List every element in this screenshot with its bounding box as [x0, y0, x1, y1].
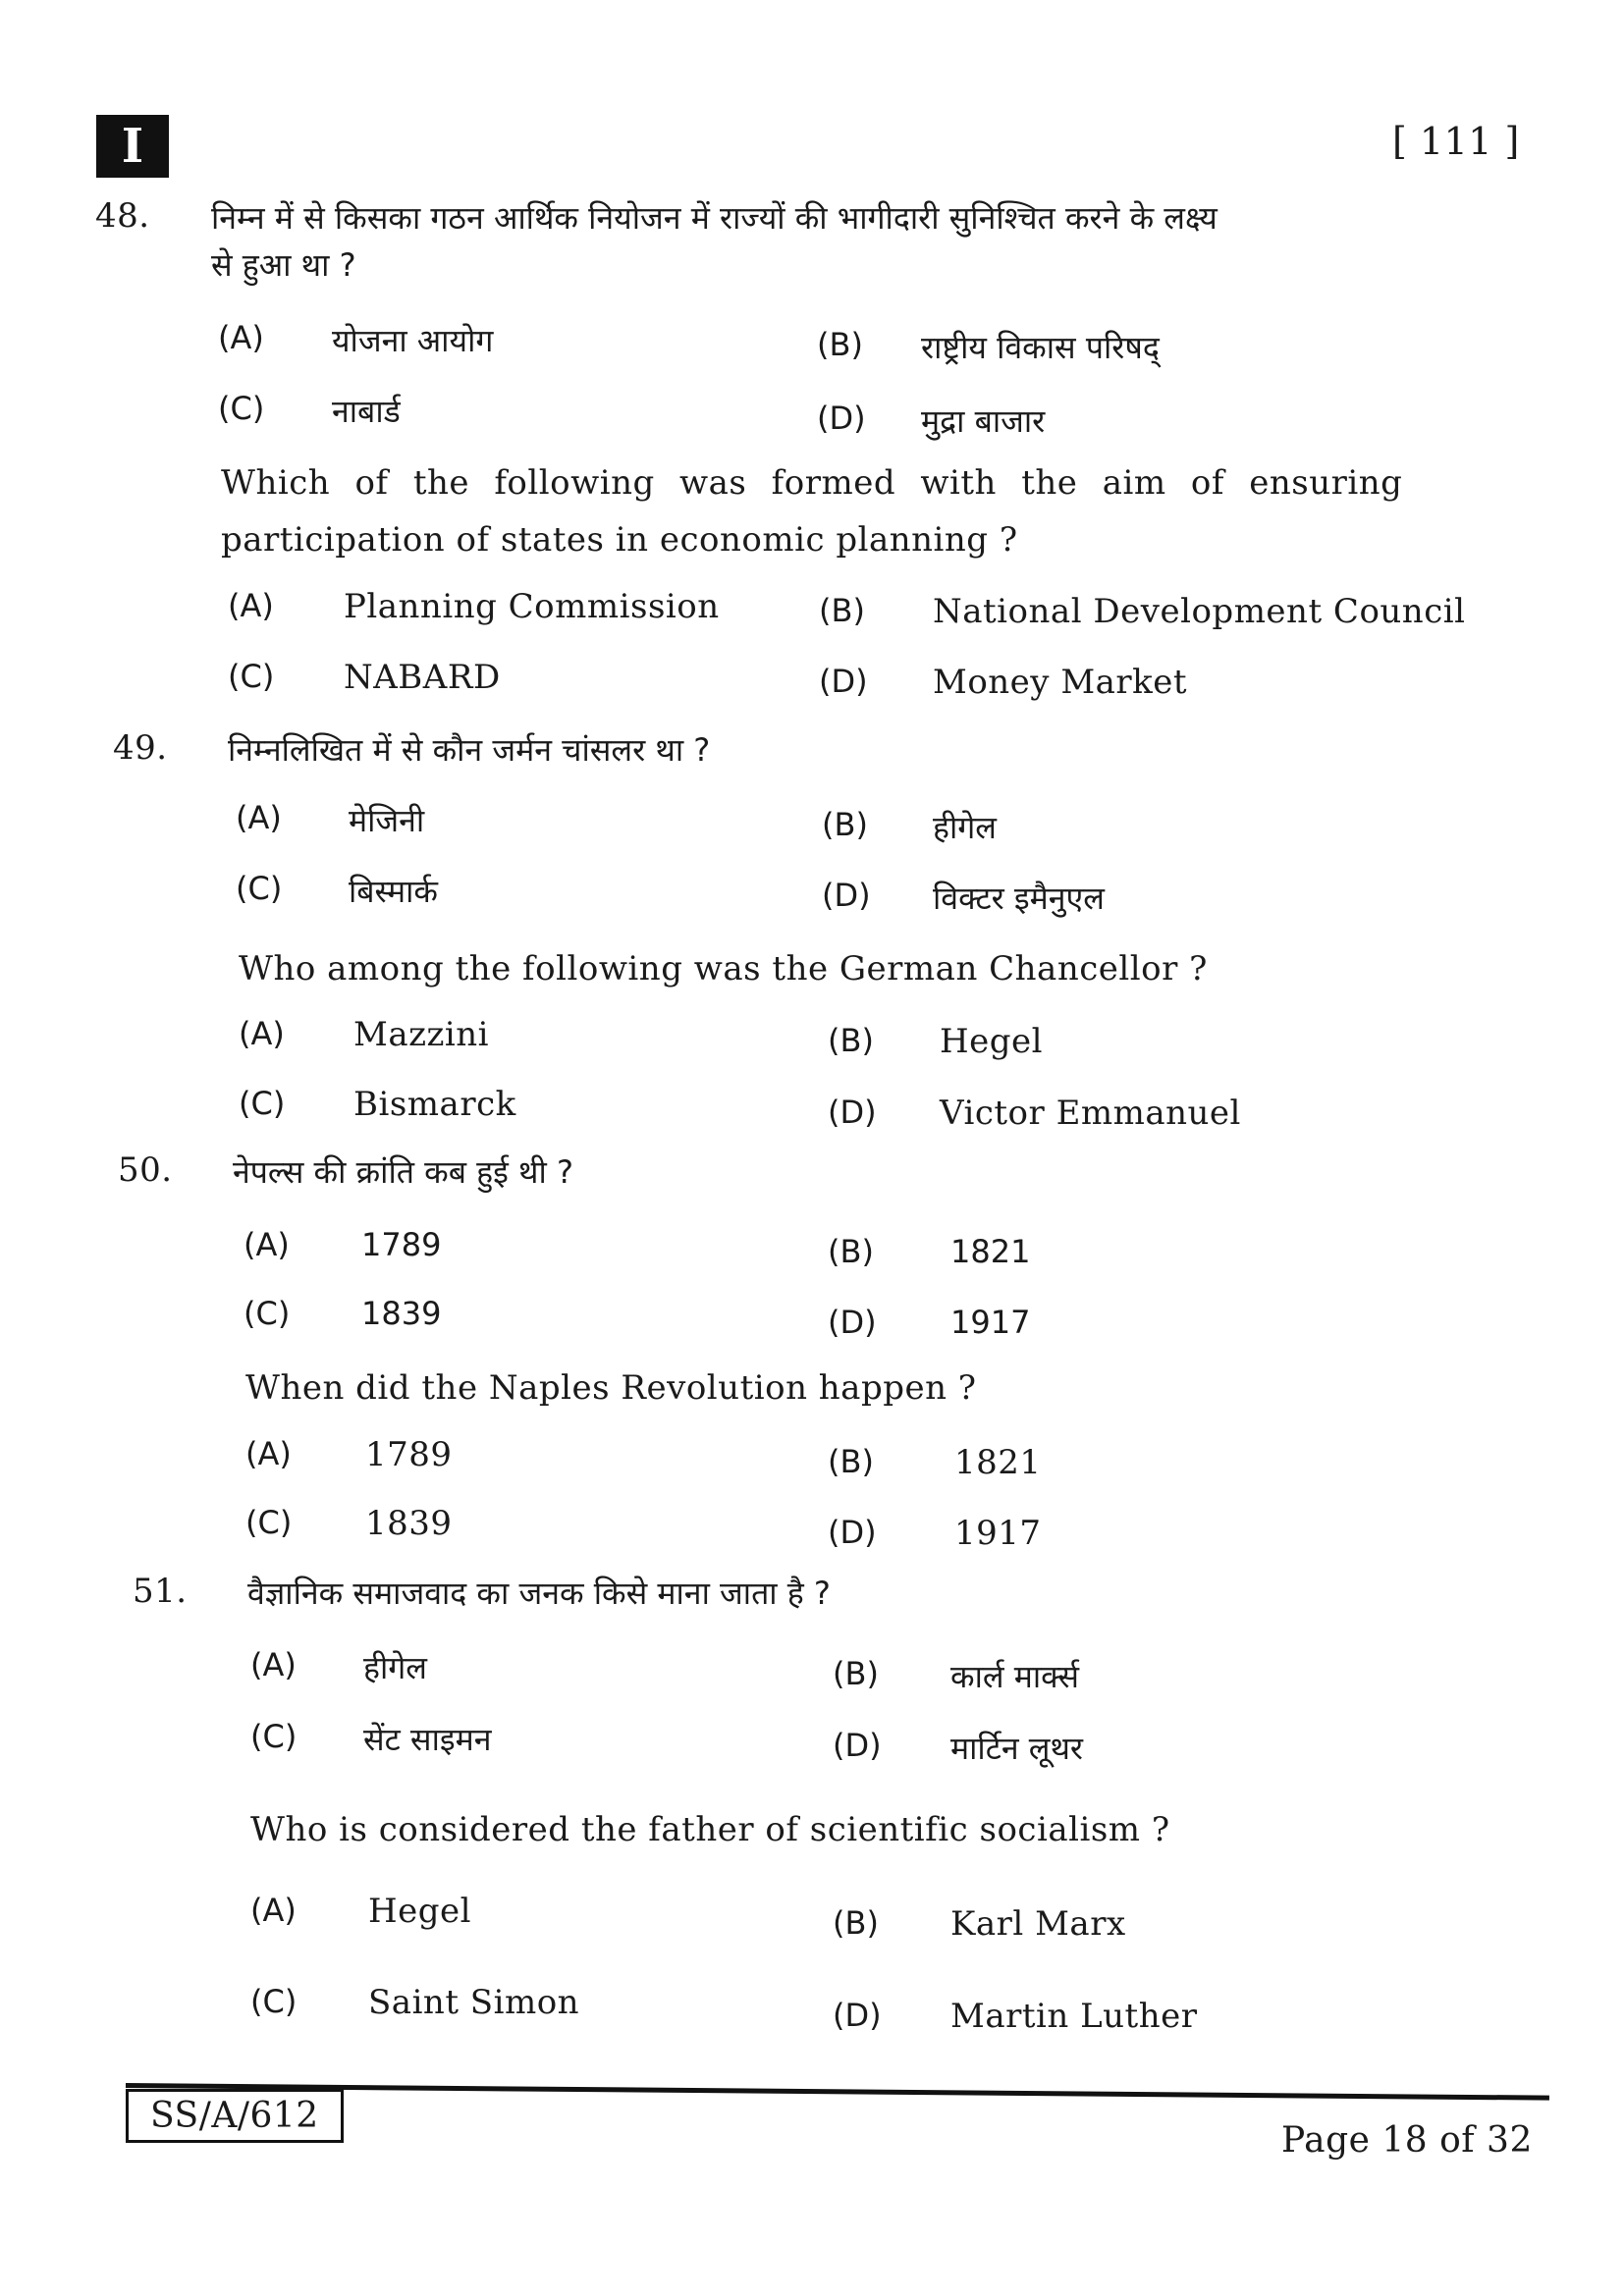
- question-text-english: When did the Naples Revolution happen ?: [245, 1368, 977, 1408]
- option-english: 1789: [365, 1435, 453, 1474]
- option-hindi: मेजिनी: [349, 802, 425, 839]
- option-hindi: विक्टर इमैनुएल: [933, 880, 1105, 917]
- option-label: (B): [828, 1233, 874, 1270]
- question-text-hindi: निम्नलिखित में से कौन जर्मन चांसलर था ?: [228, 731, 711, 769]
- option-label: (B): [828, 1022, 874, 1059]
- option-hindi: 1917: [950, 1304, 1031, 1341]
- option-label: (D): [822, 877, 871, 914]
- option-english: National Development Council: [933, 592, 1466, 631]
- question-number: 51.: [133, 1572, 188, 1611]
- page-number: Page 18 of 32: [1281, 2120, 1533, 2161]
- option-label: (C): [250, 1718, 298, 1755]
- option-hindi: 1789: [361, 1226, 442, 1263]
- question-text-hindi: नेपल्स की क्रांति कब हुई थी ?: [233, 1153, 573, 1191]
- section-marker: I: [96, 115, 169, 178]
- option-label: (C): [245, 1504, 293, 1541]
- option-label: (A): [245, 1435, 292, 1472]
- option-label: (C): [250, 1983, 298, 2020]
- question-number: 48.: [95, 196, 150, 236]
- option-label: (D): [828, 1514, 877, 1551]
- page-mark: [ 111 ]: [1392, 120, 1520, 163]
- option-english: Hegel: [368, 1892, 472, 1931]
- option-label: (A): [250, 1892, 297, 1929]
- option-hindi: राष्ट्रीय विकास परिषद्: [921, 329, 1160, 366]
- option-hindi: कार्ल मार्क्स: [950, 1658, 1080, 1695]
- option-label: (C): [228, 658, 275, 695]
- question-text-hindi: वैज्ञानिक समाजवाद का जनक किसे माना जाता है ?: [247, 1575, 831, 1612]
- option-english: Victor Emmanuel: [940, 1094, 1241, 1133]
- option-english: Karl Marx: [950, 1904, 1126, 1944]
- option-label: (D): [819, 663, 868, 700]
- option-hindi: हीगेल: [363, 1649, 427, 1686]
- question-number: 50.: [118, 1150, 173, 1190]
- option-label: (D): [828, 1304, 877, 1341]
- option-english: Martin Luther: [950, 1997, 1198, 2036]
- option-english: 1821: [954, 1443, 1042, 1482]
- option-label: (B): [817, 326, 863, 363]
- question-text-english: Which of the following was formed with the aim of ensuring: [221, 463, 1403, 503]
- option-label: (A): [228, 587, 274, 624]
- option-label: (D): [828, 1094, 877, 1131]
- question-text-english: Who among the following was the German Chancellor ?: [239, 949, 1208, 988]
- option-hindi: बिस्मार्क: [349, 873, 439, 910]
- paper-code: SS/A/612: [126, 2089, 344, 2143]
- option-hindi: मार्टिन लूथर: [950, 1730, 1084, 1767]
- option-english: Hegel: [940, 1022, 1044, 1061]
- option-label: (B): [828, 1443, 874, 1480]
- option-label: (D): [817, 400, 866, 437]
- option-hindi: नाबार्ड: [332, 393, 401, 430]
- option-hindi: 1821: [950, 1233, 1031, 1270]
- option-hindi: हीगेल: [933, 809, 997, 846]
- question-text-english: participation of states in economic planning ?: [221, 520, 1018, 560]
- option-english: Money Market: [933, 663, 1188, 702]
- option-label: (A): [250, 1646, 297, 1683]
- option-label: (C): [236, 870, 283, 907]
- option-english: 1839: [365, 1504, 453, 1543]
- option-label: (C): [239, 1085, 286, 1122]
- option-hindi: 1839: [361, 1295, 442, 1332]
- option-english: 1917: [954, 1514, 1042, 1553]
- option-english: Saint Simon: [368, 1983, 580, 2022]
- option-label: (B): [819, 592, 865, 629]
- option-label: (C): [218, 390, 265, 427]
- option-label: (B): [822, 806, 868, 843]
- option-hindi: योजना आयोग: [332, 322, 494, 359]
- option-label: (A): [236, 799, 282, 836]
- option-label: (A): [239, 1015, 285, 1052]
- question-number: 49.: [113, 728, 168, 768]
- option-english: Planning Commission: [344, 587, 720, 626]
- option-label: (B): [833, 1655, 879, 1692]
- option-label: (A): [218, 319, 264, 356]
- option-english: Mazzini: [353, 1015, 490, 1054]
- option-label: (A): [244, 1226, 290, 1263]
- option-label: (D): [833, 1997, 882, 2034]
- question-text-hindi: निम्न में से किसका गठन आर्थिक नियोजन में राज्यों की भागीदारी सुनिश्चित करने के लक्ष्य: [211, 199, 1218, 237]
- option-label: (B): [833, 1904, 879, 1942]
- option-label: (D): [833, 1727, 882, 1764]
- option-hindi: मुद्रा बाजार: [921, 402, 1046, 440]
- option-hindi: सेंट साइमन: [363, 1721, 492, 1758]
- option-label: (C): [244, 1295, 291, 1332]
- question-text-hindi: से हुआ था ?: [211, 246, 356, 284]
- option-english: NABARD: [344, 658, 501, 697]
- option-english: Bismarck: [353, 1085, 516, 1124]
- question-text-english: Who is considered the father of scientific socialism ?: [250, 1810, 1170, 1849]
